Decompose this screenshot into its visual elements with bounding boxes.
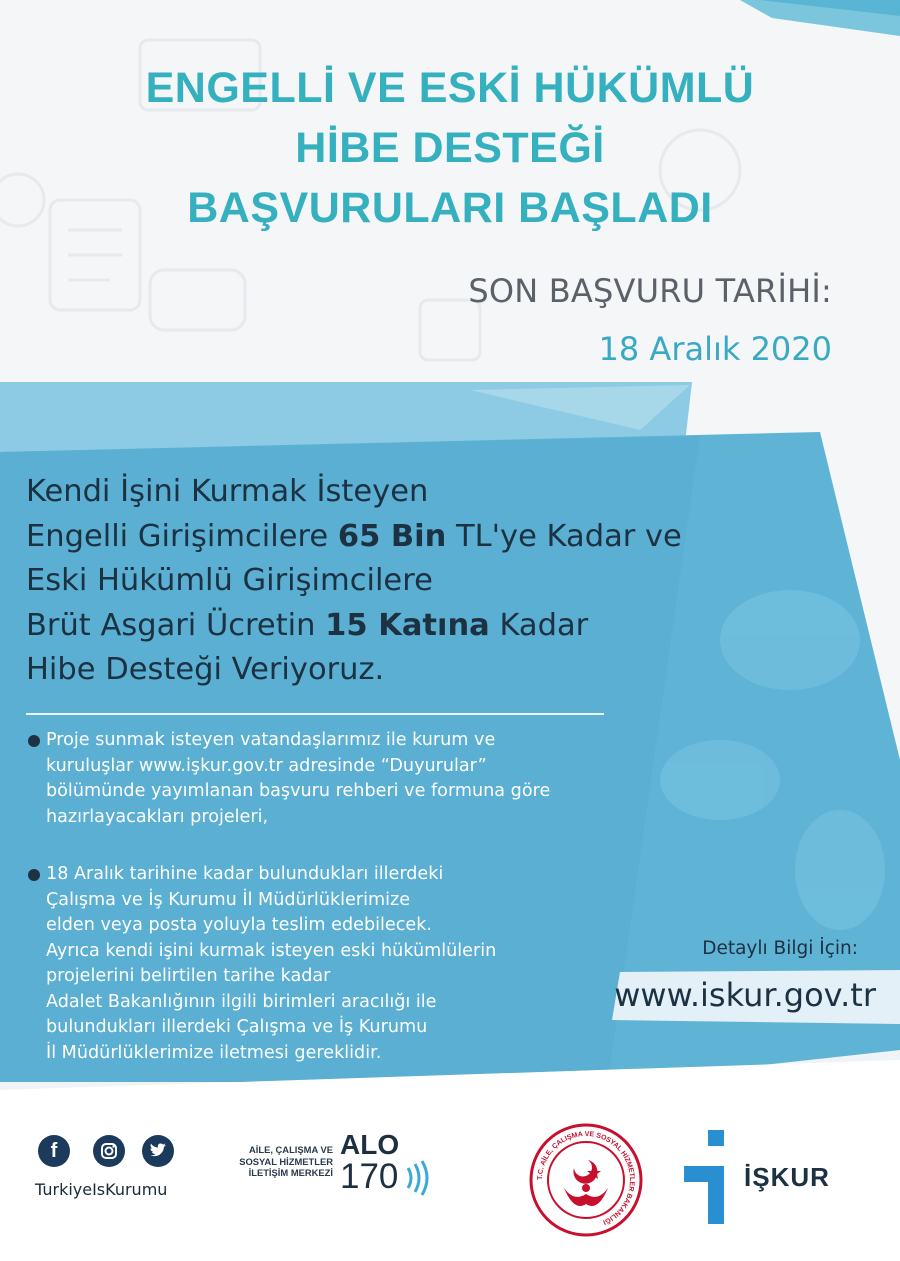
bullet-line: 18 Aralık tarihine kadar bulundukları illerdeki: [46, 864, 444, 884]
headline: [26, 470, 706, 693]
headline-text: TL'ye Kadar ve: [446, 518, 682, 554]
bullet-text: [46, 728, 566, 830]
divider: [26, 713, 604, 715]
sound-wave-icon: [404, 1160, 430, 1196]
detail-info-label: Detaylı Bilgi İçin:: [702, 938, 858, 959]
headline-multiplier: 15 Katına: [325, 607, 490, 643]
page-title: [0, 58, 900, 238]
bullet-line: bölümünde yayımlanan başvuru rehberi ve formuna göre: [46, 781, 551, 801]
bullet-line: Adalet Bakanlığının ilgili birimleri aracılığı ile: [46, 991, 437, 1012]
title-line-2: HİBE DESTEĞİ: [295, 124, 605, 172]
bullet-line: kuruluşlar www.işkur.gov.tr adresinde “Duyurular”: [46, 755, 487, 776]
bullet-line: projelerini belirtilen tarihe kadar: [46, 966, 331, 986]
bullet-dot-icon: [28, 735, 40, 747]
social-handle: TurkiyeIsKurumu: [35, 1180, 168, 1199]
iskur-logo-icon: [684, 1128, 742, 1226]
instagram-icon[interactable]: [93, 1135, 125, 1167]
headline-line-5: Hibe Desteği Veriyoruz.: [26, 652, 385, 687]
deadline-label: SON BAŞVURU TARİHİ:: [468, 272, 832, 310]
headline-text: Kadar: [489, 607, 589, 643]
bullet-line: Çalışma ve İş Kurumu İl Müdürlüklerimize: [46, 889, 411, 910]
bullet-text: [46, 862, 566, 1066]
alo-number: 170: [340, 1157, 399, 1196]
headline-line-2: [26, 515, 706, 560]
title-line-3: BAŞVURULARI BAŞLADI: [187, 184, 713, 232]
bullet-line: İl Müdürlüklerimize iletmesi gereklidir.: [46, 1042, 382, 1063]
headline-line-1: Kendi İşini Kurmak İsteyen: [26, 474, 429, 509]
website-link[interactable]: www.iskur.gov.tr: [614, 976, 876, 1014]
bullet-line: hazırlayacakları projeleri,: [46, 806, 269, 827]
headline-text: Engelli Girişimcilere: [26, 518, 338, 554]
headline-line-4: [26, 604, 706, 649]
bullet-line: bulundukları illerdeki Çalışma ve İş Kurumu: [46, 1017, 428, 1037]
alo-word: ALO: [340, 1129, 400, 1160]
deadline-date: 18 Aralık 2020: [598, 330, 832, 368]
bullet-line: Ayrıca kendi işini kurmak isteyen eski hükümlülerin: [46, 940, 497, 961]
bullet-line: Proje sunmak isteyen vatandaşlarımız ile kurum ve: [46, 730, 496, 750]
headline-text: Brüt Asgari Ücretin: [26, 607, 326, 643]
seal-text: T.C. AİLE, ÇALIŞMA VE SOSYAL HİZMETLER BAKANLIĞI: [536, 1130, 636, 1226]
alo-170-logo: [228, 1130, 433, 1200]
headline-amount: 65 Bin: [337, 518, 447, 554]
bullet-line: elden veya posta yoluyla teslim edebilecek.: [46, 915, 432, 935]
alo-sub-line: SOSYAL HİZMETLER: [239, 1155, 333, 1167]
iskur-brand-name: İŞKUR: [744, 1162, 830, 1192]
alo-sub-line: İLETİŞİM MERKEZİ: [248, 1167, 333, 1178]
bullet-dot-icon: [28, 869, 40, 881]
facebook-icon[interactable]: f: [38, 1135, 70, 1167]
alo-subtitle: [228, 1144, 333, 1179]
twitter-icon[interactable]: [142, 1135, 174, 1167]
headline-line-3: Eski Hükümlü Girişimcilere: [26, 563, 433, 598]
title-line-1: ENGELLİ VE ESKİ HÜKÜMLÜ: [145, 64, 755, 112]
alo-sub-line: AİLE, ÇALIŞMA VE: [248, 1144, 333, 1155]
ministry-seal-logo: [528, 1122, 644, 1238]
